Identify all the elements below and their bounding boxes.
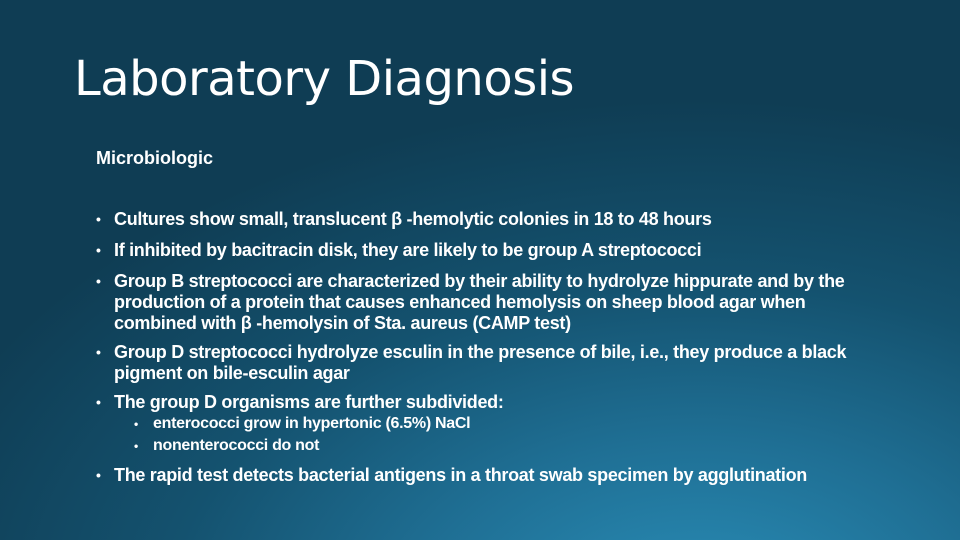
sub-bullet-item <box>96 435 886 457</box>
sub-bullet-item <box>96 413 886 435</box>
bullet-item <box>96 271 886 334</box>
bullet-icon: • <box>96 394 101 410</box>
bullet-icon: • <box>134 417 138 431</box>
bullet-item <box>96 342 886 384</box>
bullet-icon: • <box>96 467 101 483</box>
bullet-list <box>96 209 886 486</box>
bullet-icon: • <box>134 439 138 453</box>
bullet-item <box>96 392 886 413</box>
sub-bullet-text: enterococci grow in hypertonic (6.5%) NaCl <box>153 415 471 432</box>
slide-subtitle: Microbiologic <box>96 148 213 168</box>
slide-title: Laboratory Diagnosis <box>74 51 575 107</box>
bullet-icon: • <box>96 211 101 227</box>
bullet-item <box>96 240 886 261</box>
bullet-text: Group B streptococci are characterized by their ability to hydrolyze hippurate and by the production of a protein that causes enhanced hemolysis on sheep blood agar when combined with β -hemolysin of Sta. aureus (CAMP test) <box>114 271 845 333</box>
bullet-text: If inhibited by bacitracin disk, they are likely to be group A streptococci <box>114 240 702 260</box>
bullet-icon: • <box>96 273 101 289</box>
bullet-item <box>96 209 886 230</box>
bullet-text: The rapid test detects bacterial antigens in a throat swab specimen by agglutination <box>114 465 807 485</box>
bullet-text: Group D streptococci hydrolyze esculin in the presence of bile, i.e., they produce a black pigment on bile-esculin agar <box>114 342 847 383</box>
bullet-text: The group D organisms are further subdivided: <box>114 392 504 412</box>
bullet-icon: • <box>96 344 101 360</box>
bullet-item <box>96 465 886 486</box>
bullet-icon: • <box>96 242 101 258</box>
bullet-text: Cultures show small, translucent β -hemolytic colonies in 18 to 48 hours <box>114 209 712 229</box>
sub-bullet-text: nonenterococci do not <box>153 437 320 454</box>
